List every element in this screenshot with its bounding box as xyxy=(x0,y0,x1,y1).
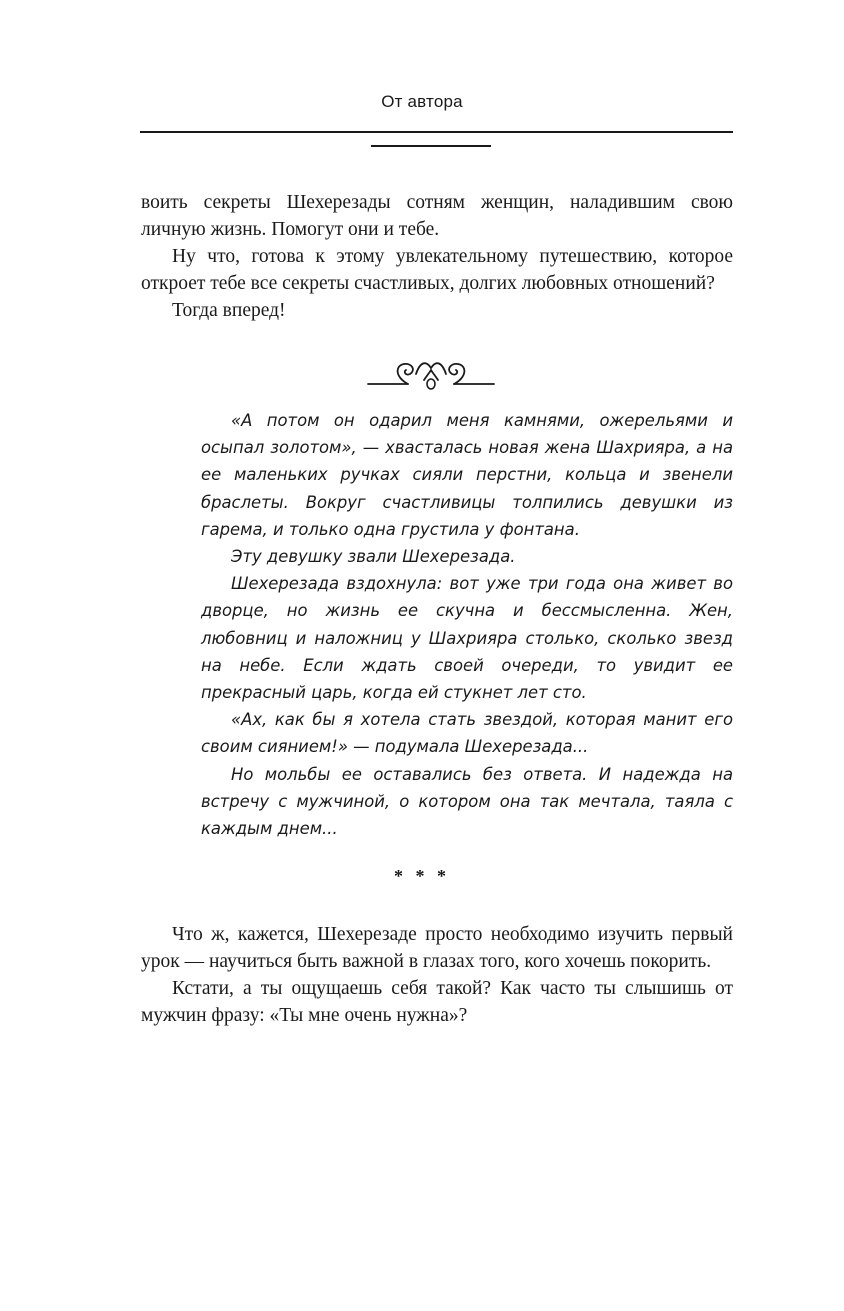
outro-paragraph: Что ж, кажется, Шехерезаде просто необходимо изучить первый урок — научиться быть важной в глазах того, кого хочешь покорить. xyxy=(141,924,733,972)
flourish-divider-icon xyxy=(366,354,496,394)
story-text xyxy=(201,407,733,842)
story-paragraph: Но мольбы ее оставались без ответа. И надежда на встречу с мужчиной, о котором она так мечтала, таяла с каждым днем... xyxy=(201,764,733,839)
intro-paragraph: Тогда вперед! xyxy=(172,300,286,321)
intro-text xyxy=(141,189,733,324)
intro-paragraph: Ну что, готова к этому увлекательному путешествию, которое откроет тебе все секреты счастливых, долгих любовных отношений? xyxy=(141,246,733,294)
intro-paragraph: воить секреты Шехерезады сотням женщин, наладившим свою личную жизнь. Помогут они и тебе. xyxy=(141,192,733,240)
header-rule-short xyxy=(371,145,491,147)
story-paragraph: Эту девушку звали Шехерезада. xyxy=(231,547,516,567)
running-header: От автора xyxy=(381,92,463,111)
outro-paragraph: Кстати, а ты ощущаешь себя такой? Как часто ты слышишь от мужчин фразу: «Ты мне очень нужна»? xyxy=(141,978,733,1026)
story-paragraph: Шехерезада вздохнула: вот уже три года она живет во дворце, но жизнь ее скучна и бессмысленна. Жен, любовниц и наложниц у Шахрияра столько, сколько звезд на небе. Если ждать своей очереди, то увидит ее прекрасный царь, когда ей стукнет лет сто. xyxy=(201,574,733,703)
story-paragraph: «А потом он одарил меня камнями, ожерельями и осыпал золотом», — хвасталась новая жена Шахрияра, а на ее маленьких ручках сияли перстни, кольца и звенели браслеты. Вокруг счастливицы толпились девушки из гарема, и только одна грустила у фонтана. xyxy=(201,411,733,539)
outro-text xyxy=(141,921,733,1029)
story-paragraph: «Ах, как бы я хотела стать звездой, которая манит его своим сиянием!» — подумала Шехерезада... xyxy=(201,710,733,757)
section-separator: * * * xyxy=(394,866,450,886)
header-rule-long xyxy=(140,131,733,133)
